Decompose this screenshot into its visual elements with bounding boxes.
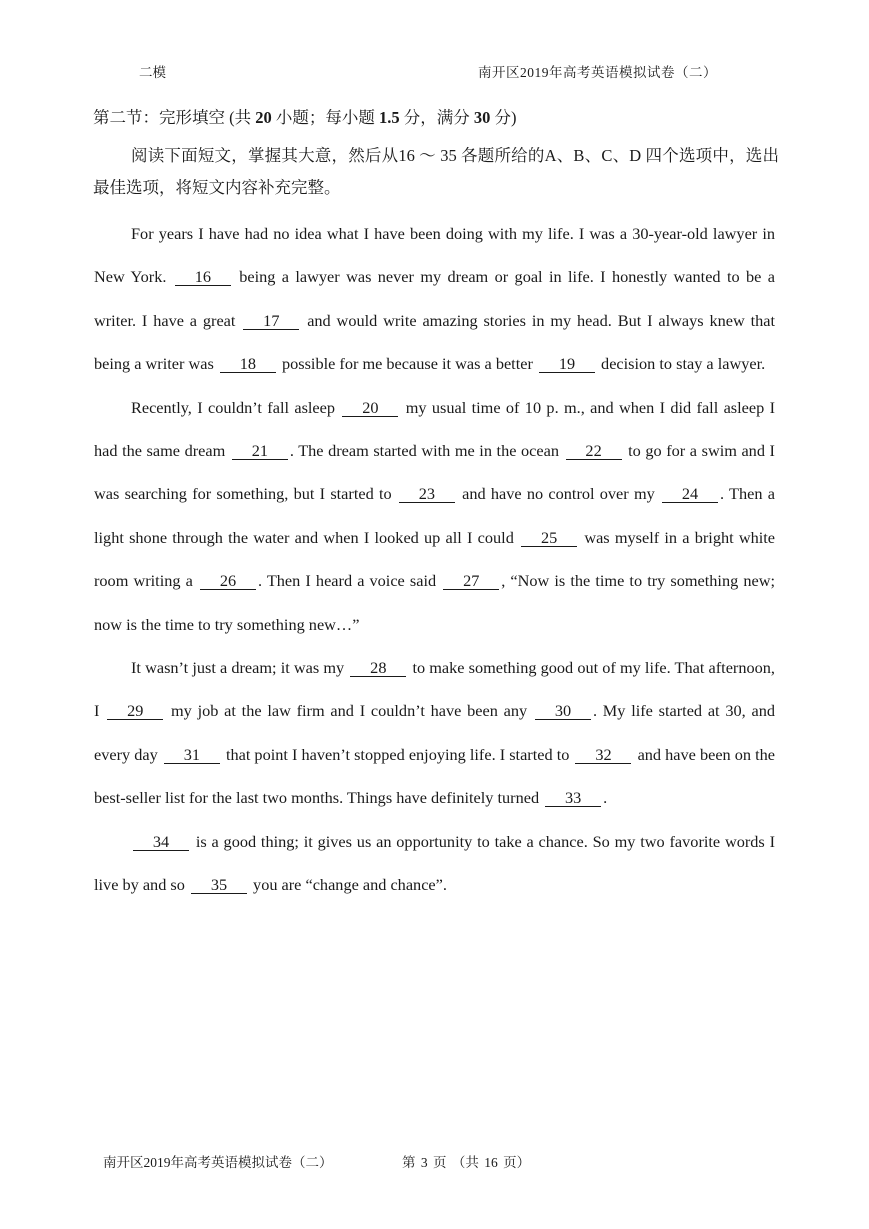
blank-16: 16 <box>175 268 231 286</box>
header-left: 二模 <box>139 65 166 80</box>
blank-17: 17 <box>243 312 299 330</box>
paragraph-3: It wasn’t just a dream; it was my 28 to make something good out of my life. That afternoon, I 29 my job at the law firm and I couldn’t have been any 30 . My life started at 30, and every day 31 that point I haven’t stopped enjoying life. I started to 32 and have been on the best-seller list for the last two months. Things have definitely turned 33 . <box>94 658 776 808</box>
blank-30: 30 <box>535 702 591 720</box>
cloze-passage <box>94 212 775 907</box>
blank-34: 34 <box>133 833 189 851</box>
blank-28: 28 <box>350 659 406 677</box>
paragraph-4: 34 is a good thing; it gives us an opportunity to take a chance. So my two favorite words I live by and so 35 you are “change and chance”. <box>94 831 775 895</box>
blank-33: 33 <box>545 789 601 807</box>
blank-35: 35 <box>191 876 247 894</box>
blank-31: 31 <box>164 746 220 764</box>
blank-20: 20 <box>342 399 398 417</box>
paragraph-2: Recently, I couldn’t fall asleep 20 my usual time of 10 p. m., and when I did fall asleep I had the same dream 21 . The dream started with me in the ocean 22 to go for a swim and I was searching for something, but I started to 23 and have no control over my 24 . Then a light shone through the water and when I looked up all I could 25 was myself in a bright white room writing a 26 . Then I heard a voice said 27 , “Now is the time to try something new; now is the time to try something new…” <box>94 397 776 634</box>
blank-27: 27 <box>443 572 499 590</box>
blank-25: 25 <box>521 529 577 547</box>
blank-21: 21 <box>232 442 288 460</box>
section-title: 第二节：完形填空 (共 20 小题；每小题 1.5 分，满分 30 分) <box>93 108 517 127</box>
instruction: 阅读下面短文，掌握其大意，然后从16 ～ 35 各题所给的A、B、C、D 四个选项中，选出最佳选项，将短文内容补充完整。 <box>93 146 779 197</box>
blank-29: 29 <box>107 702 163 720</box>
blank-23: 23 <box>399 485 455 503</box>
footer-title: 南开区2019年高考英语模拟试卷（二） <box>103 1155 333 1170</box>
blank-19: 19 <box>539 355 595 373</box>
paragraph-1: For years I have had no idea what I have been doing with my life. I was a 30-year-old lawyer in New York. 16 being a lawyer was never my dream or goal in life. I honestly wanted to be a writer. I have a great 17 and would write amazing stories in my head. But I always knew that being a writer was 18 possible for me because it was a better 19 decision to stay a lawyer. <box>94 224 776 374</box>
blank-26: 26 <box>200 572 256 590</box>
blank-22: 22 <box>566 442 622 460</box>
blank-32: 32 <box>575 746 631 764</box>
blank-24: 24 <box>662 485 718 503</box>
page-number: 第 3 页 （共 16 页） <box>402 1155 531 1170</box>
header-right: 南开区2019年高考英语模拟试卷（二） <box>478 65 717 80</box>
blank-18: 18 <box>220 355 276 373</box>
